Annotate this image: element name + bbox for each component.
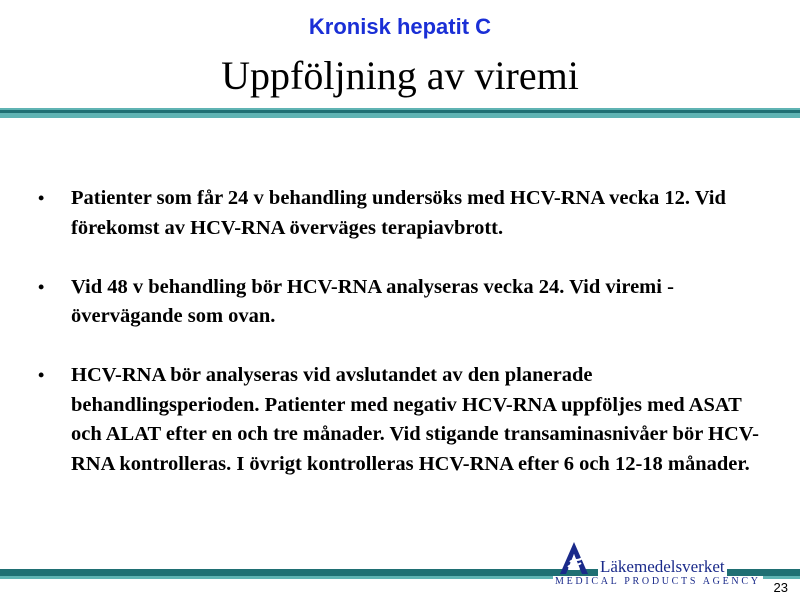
bullet-marker: • [38,188,45,208]
bullet-list [36,184,766,509]
slide-subtitle: Kronisk hepatit C [308,14,492,39]
bullet-item [36,361,766,479]
bullet-item [36,184,766,243]
agency-logo-icon [554,540,594,576]
bullet-marker: • [38,365,45,385]
bullet-text: Patienter som får 24 v behandling undersöks med HCV-RNA vecka 12. Vid förekomst av HCV-RNA överväges terapiavbrott. [71,187,726,239]
agency-logo [550,540,761,590]
agency-name: Läkemedelsverket [600,557,725,576]
slide-title: Uppföljning av viremi [221,53,579,98]
header-divider [0,108,800,118]
page-number: 23 [773,580,788,595]
bullet-text: HCV-RNA bör analyseras vid avslutandet av den planerade behandlingsperioden. Patienter med negativ HCV-RNA uppföljes med ASAT och ALAT efter en och tre månader. Vid stigande transaminasnivåer bör HCV-RNA kontrolleras. I övrigt kontrolleras HCV-RNA efter 6 och 12-18 månader. [71,364,759,475]
bullet-marker: • [38,276,45,297]
bullet-text: Vid 48 v behandling bör HCV-RNA analyseras vecka 24. Vid viremi - övervägande som ovan. [71,275,674,327]
agency-tagline: MEDICAL PRODUCTS AGENCY [555,576,761,587]
bullet-item [36,273,766,332]
